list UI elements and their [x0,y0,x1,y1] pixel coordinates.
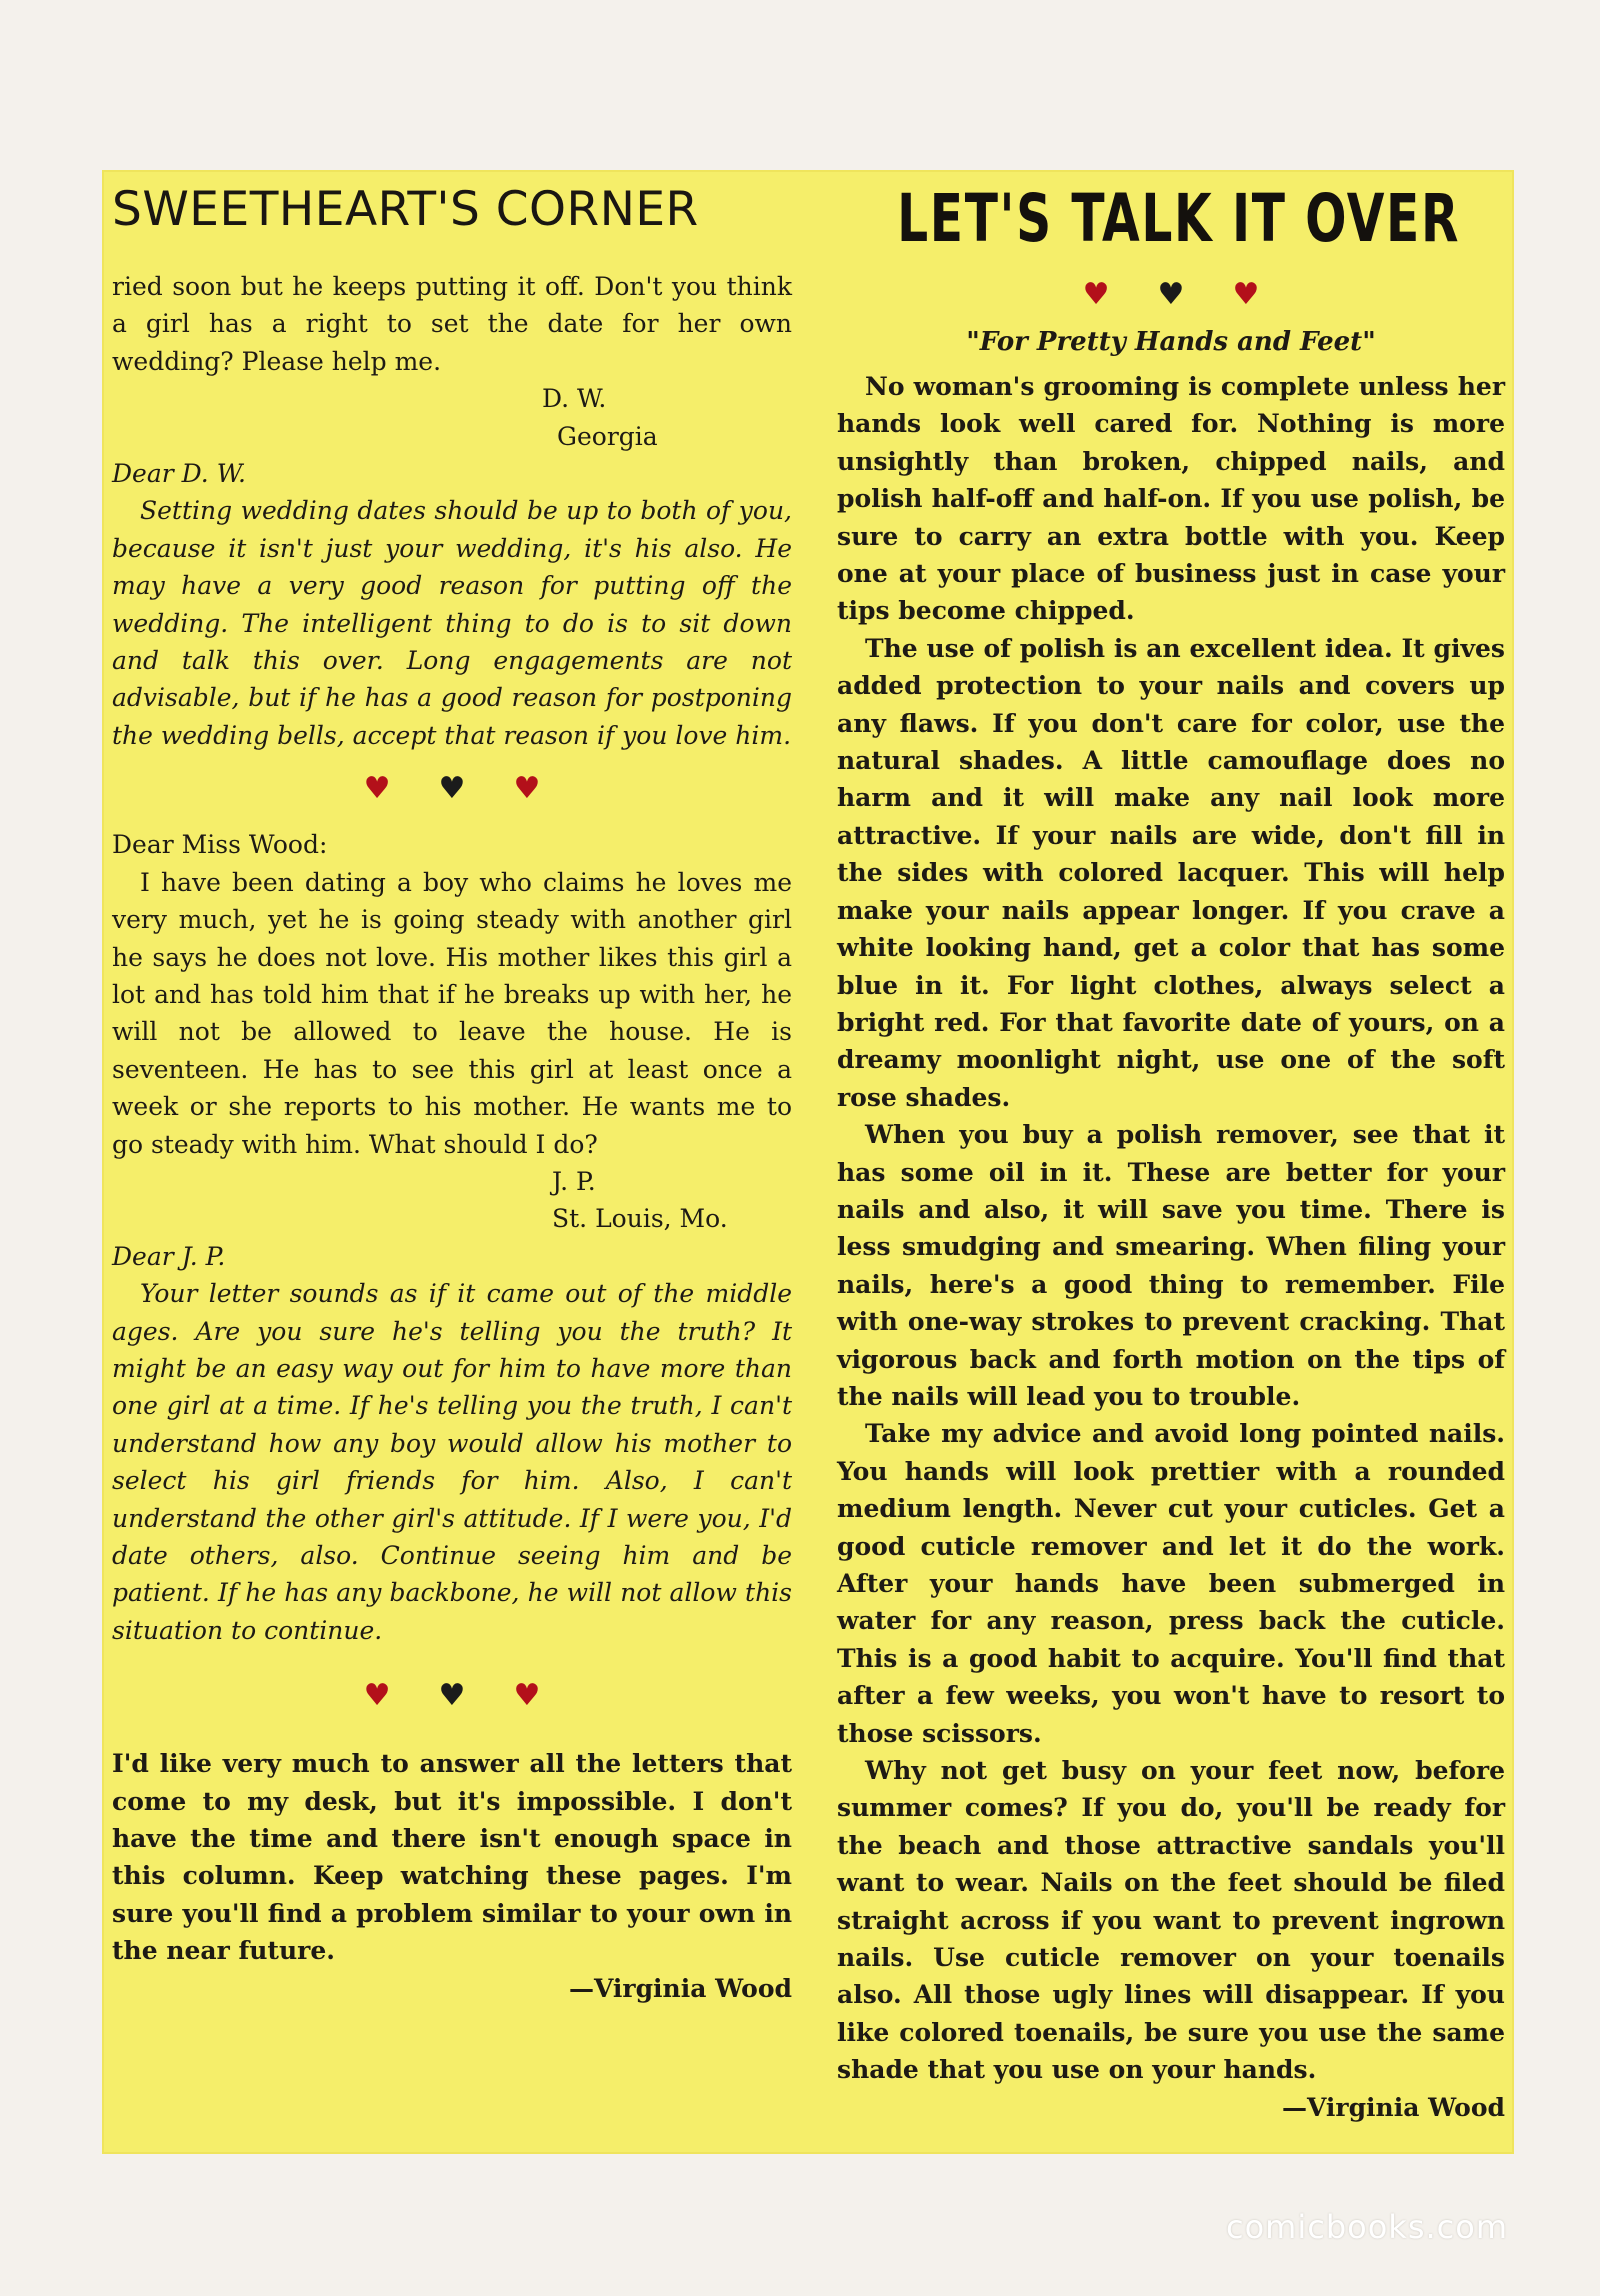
reply-salutation: Dear J. P. [112,1241,226,1271]
letter-body: I have been dating a boy who claims he loves me very much, yet he is going steady with another girl he says he does not love. His mother likes this girl a lot and has told him that if he breaks up with her, he will not be allowed to leave the house. He is seventeen. He has to see this girl at least once a week or she reports to his mother. He wants me to go steady with him. What should I do? [112,867,792,1159]
article-paragraph: When you buy a polish remover, see that it has some oil in it. These are better for your nails and also, it will save you time. There is less smudging and smearing. When filing your nails, here's a good thing to remember. File with one-way strokes to prevent cracking. That vigorous back and forth motion on the tips of the nails will lead you to trouble. [837,1120,1505,1411]
article-signature: —Virginia Wood [1281,2092,1505,2122]
left-body [112,268,792,2007]
heart-icon: ♥ [513,771,589,807]
article-paragraph: Why not get busy on your feet now, before summer comes? If you do, you'll be ready for the beach and those attractive sandals you'll want to wear. Nails on the feet should be filed straight across if you want to prevent ingrown nails. Use cuticle remover on your toenails also. All those ugly lines will disappear. If you like colored toenails, be sure you use the same shade that you use on your hands. [837,1756,1505,2085]
heart-icon: ♥ [438,771,514,807]
heart-icon: ♥ [1232,277,1308,312]
heart-icon: ♥ [1082,277,1158,312]
letter-salutation: Dear Miss Wood: [112,830,328,860]
heart-divider [837,270,1505,320]
article-paragraph: Take my advice and avoid long pointed nails. You hands will look prettier with a rounded medium length. Never cut your cuticles. Get a good cuticle remover and let it do the work. After your hands have been submerged in water for any reason, press back the cuticle. This is a good habit to acquire. You'll find that after a few weeks, you won't have to resort to those scissors. [837,1419,1505,1748]
letter-signature-initials: J. P. [552,1166,596,1196]
column-title: SWEETHEART'S CORNER [112,182,699,237]
letter-signature-initials: D. W. [542,384,607,414]
heart-icon: ♥ [363,1678,439,1714]
article-paragraph: No woman's grooming is complete unless her hands look well cared for. Nothing is more unsightly than broken, chipped nails, and polish half-off and half-on. If you use polish, be sure to carry an extra bottle with you. Keep one at your place of business just in case your tips become chipped. [837,372,1505,626]
closing-note: I'd like very much to answer all the letters that come to my desk, but it's impossible. I don't have the time and there isn't enough space in this column. Keep watching these pages. I'm sure you'll find a problem similar to your own in the near future. [112,1749,792,1966]
heart-divider [112,1671,792,1721]
closing-signature: —Virginia Wood [568,1973,792,2003]
magazine-page [102,170,1514,2154]
letter-signature-place: Georgia [557,421,658,451]
site-watermark: comicbooks.com [1225,2208,1508,2246]
reply-body: Your letter sounds as if it came out of the middle ages. Are you sure he's telling you the truth? It might be an easy way out for him to have more than one girl at a time. If he's telling you the truth, I can't understand how any boy would allow his mother to select his girl friends for him. Also, I can't understand the other girl's attitude. If I were you, I'd date others, also. Continue seeing him and be patient. If he has any backbone, he will not allow this situation to continue. [112,1279,792,1645]
continued-letter-text: ried soon but he keeps putting it off. Don't you think a girl has a right to set the date for her own wedding? Please help me. [112,272,792,376]
heart-icon: ♥ [363,771,439,807]
right-body [837,270,1505,2126]
reply-body: Setting wedding dates should be up to both of you, because it isn't just your wedding, it's his also. He may have a very good reason for putting off the wedding. The intelligent thing to do is to sit down and talk this over. Long engagements are not advisable, but if he has a good reason for postponing the wedding bells, accept that reason if you love him. [112,496,792,750]
heart-divider [112,764,792,814]
article-subhead: "For Pretty Hands and Feet" [966,327,1376,357]
heart-icon: ♥ [1157,277,1233,312]
article-paragraph: The use of polish is an excellent idea. It gives added protection to your nails and covers up any flaws. If you don't care for color, use the natural shades. A little camouflage does no harm and it will make any nail look more attractive. If your nails are wide, don't fill in the sides with colored lacquer. This will help make your nails appear longer. If you crave a white looking hand, get a color that has some blue in it. For light clothes, always select a bright red. For that favorite date of yours, on a dreamy moonlight night, use one of the soft rose shades. [837,633,1505,1112]
column-title: LET'S TALK IT OVER [897,180,1461,257]
heart-icon: ♥ [513,1678,589,1714]
letter-signature-place: St. Louis, Mo. [552,1204,728,1234]
reply-salutation: Dear D. W. [112,459,246,489]
heart-icon: ♥ [438,1678,514,1714]
